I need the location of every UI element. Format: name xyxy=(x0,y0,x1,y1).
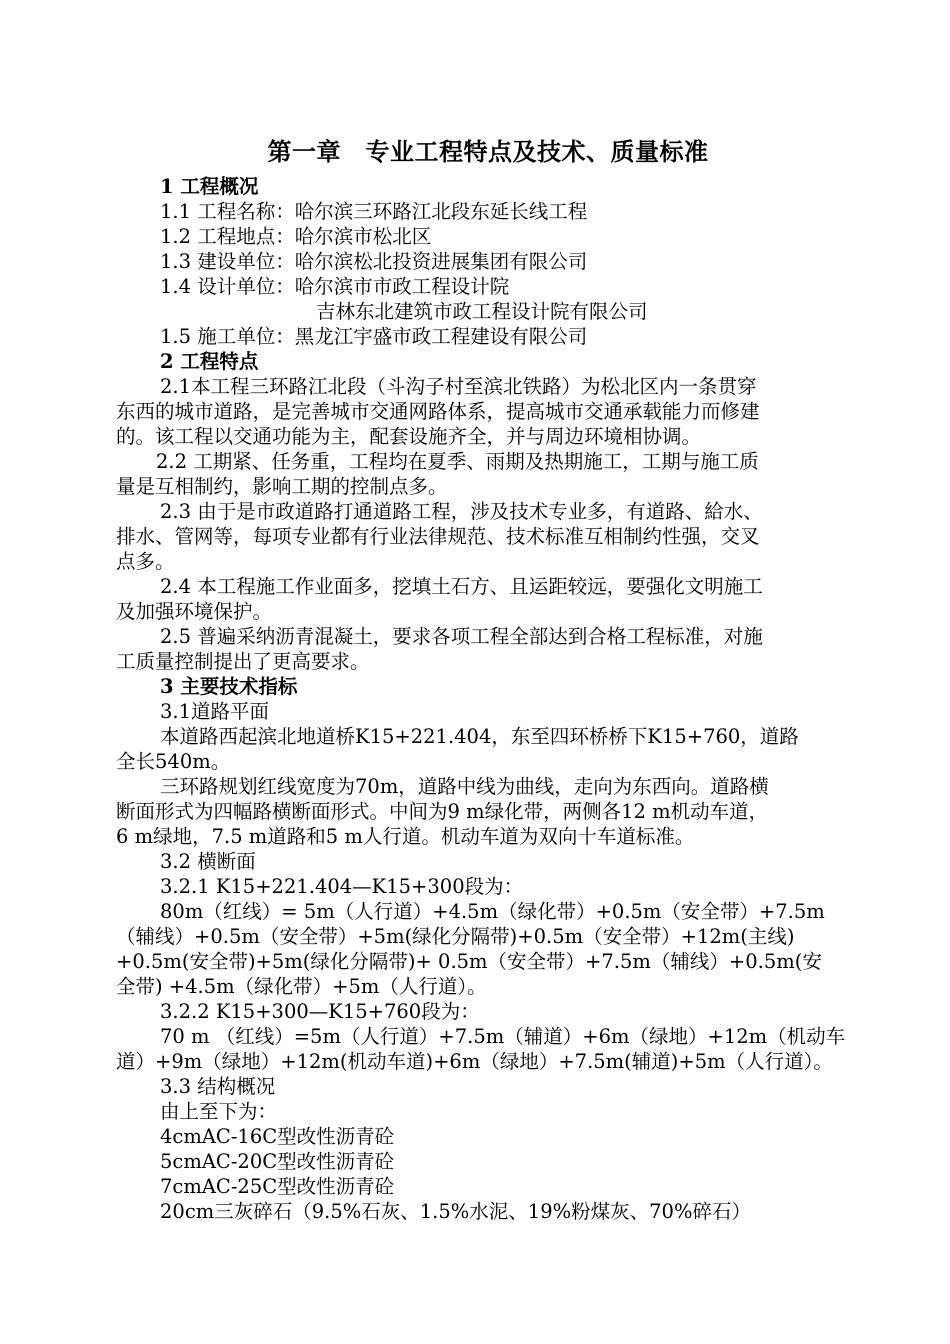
text-line: 7cmAC-25C型改性沥青砼 xyxy=(160,1175,395,1198)
text-line: 的。该工程以交通功能为主，配套设施齐全，并与周边环境相协调。 xyxy=(116,425,702,448)
text-line: 70 m （红线）=5m（人行道）+7.5m（辅道）+6m（绿地）+12m（机动车 xyxy=(160,1025,846,1048)
text-line: 2.1本工程三环路江北段（斗沟子村至滨北铁路）为松北区内一条贯穿 xyxy=(160,375,757,398)
text-line: 3 主要技术指标 xyxy=(160,675,298,698)
text-line: 2.4 本工程施工作业面多，挖填土石方、且运距较远，要强化文明施工 xyxy=(160,575,763,598)
text-line: 1.4 设计单位：哈尔滨市市政工程设计院 xyxy=(160,275,510,298)
text-line: 3.2.2 K15+300—K15+760段为： xyxy=(160,1000,480,1023)
text-line: 吉林东北建筑市政工程设计院有限公司 xyxy=(316,300,648,323)
document-body xyxy=(116,174,868,1224)
text-line: 工质量控制提出了更高要求。 xyxy=(116,650,370,673)
text-line: 本道路西起滨北地道桥K15+221.404，东至四环桥桥下K15+760，道路 xyxy=(160,725,799,748)
text-line: 由上至下为： xyxy=(160,1100,278,1123)
text-line: 3.2 横断面 xyxy=(160,850,256,873)
text-line: 20cm三灰碎石（9.5%石灰、1.5%水泥、19%粉煤灰、70%碎石） xyxy=(160,1200,751,1223)
text-line: 2.2 工期紧、任务重，工程均在夏季、雨期及热期施工，工期与施工质 xyxy=(156,450,759,473)
text-line: 3.3 结构概况 xyxy=(160,1075,276,1098)
text-line: 1.3 建设单位：哈尔滨松北投资进展集团有限公司 xyxy=(160,250,588,273)
text-line: 80m（红线）= 5m（人行道）+4.5m（绿化带）+0.5m（安全带）+7.5m xyxy=(160,900,825,923)
text-line: 点多。 xyxy=(116,550,175,573)
text-line: 三环路规划红线宽度为70m，道路中线为曲线，走向为东西向。道路横 xyxy=(160,775,769,798)
text-line: 4cmAC-16C型改性沥青砼 xyxy=(160,1125,395,1148)
text-line: 东西的城市道路，是完善城市交通网路体系，提高城市交通承载能力而修建 xyxy=(116,400,760,423)
text-line: （辅线）+0.5m（安全带）+5m(绿化分隔带)+0.5m（安全带）+12m(主线) xyxy=(116,925,795,948)
text-line: +0.5m(安全带)+5m(绿化分隔带)+ 0.5m（安全带）+7.5m（辅线）+0.5m(安 xyxy=(116,950,822,973)
text-line: 1.1 工程名称：哈尔滨三环路江北段东延长线工程 xyxy=(160,200,588,223)
text-line: 2.3 由于是市政道路打通道路工程，涉及技术专业多，有道路、給水、 xyxy=(160,500,763,523)
text-line: 及加强环境保护。 xyxy=(116,600,273,623)
text-line: 3.1道路平面 xyxy=(160,700,270,723)
text-line: 2 工程特点 xyxy=(160,350,259,373)
text-line: 6 m绿地，7.5 m道路和5 m人行道。机动车道为双向十车道标准。 xyxy=(116,825,695,848)
text-line: 断面形式为四幅路横断面形式。中间为9 m绿化带，两侧各12 m机动车道， xyxy=(116,800,769,823)
text-line: 道）+9m（绿地）+12m(机动车道)+6m（绿地）+7.5m(辅道)+5m（人行道）。 xyxy=(116,1050,833,1073)
text-line: 3.2.1 K15+221.404—K15+300段为： xyxy=(160,875,524,898)
text-line: 1 工程概况 xyxy=(160,175,259,198)
text-line: 全长540m。 xyxy=(116,750,231,773)
text-line: 1.2 工程地点：哈尔滨市松北区 xyxy=(160,225,432,248)
text-line: 全带) +4.5m（绿化带）+5m（人行道）。 xyxy=(116,975,487,998)
text-line: 量是互相制约，影响工期的控制点多。 xyxy=(116,475,448,498)
chapter-title: 第一章 专业工程特点及技术、质量标准 xyxy=(267,137,709,166)
text-line: 排水、管网等，每项专业都有行业法律规范、技术标准互相制约性强，交叉 xyxy=(116,525,760,548)
text-line: 1.5 施工单位：黑龙江宇盛市政工程建设有限公司 xyxy=(160,325,588,348)
text-line: 5cmAC-20C型改性沥青砼 xyxy=(160,1150,395,1173)
text-line: 2.5 普遍采纳沥青混凝土，要求各项工程全部达到合格工程标准，对施 xyxy=(160,625,763,648)
